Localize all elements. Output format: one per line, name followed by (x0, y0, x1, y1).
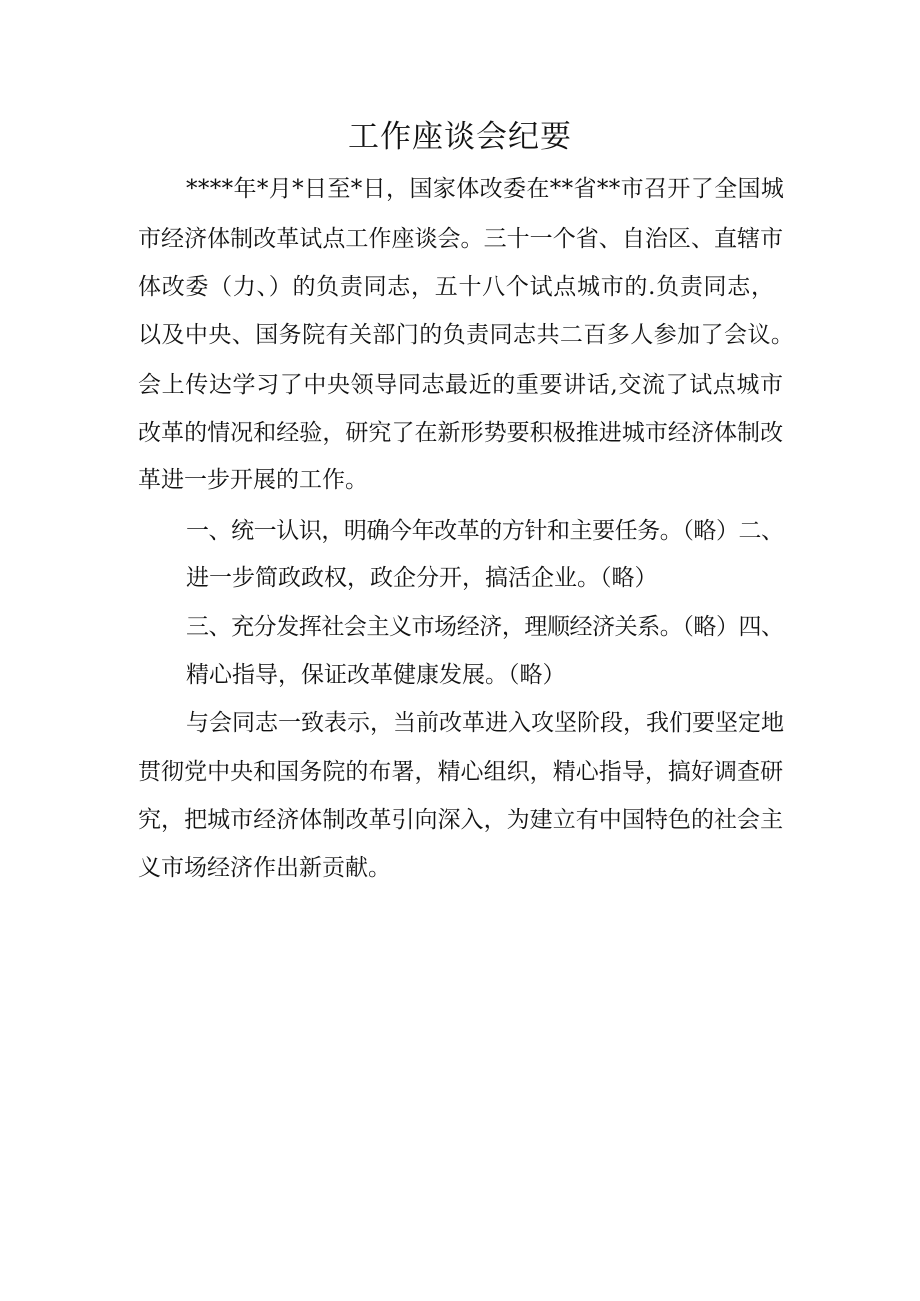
section-2-line-1: 进一步简政政权，政企分开，搞活企业。（略） (186, 565, 658, 591)
paragraph-line-3: 体改委（力、）的负责同志，五十八个试点城市的.负责同志， (138, 274, 775, 300)
paragraph-line-7: 革进一步开展的工作。 (138, 467, 368, 493)
section-3-line-1: 三、充分发挥社会主义市场经济，理顺经济关系。（略）四、 (186, 614, 784, 640)
conclusion-line-3: 究，把城市经济体制改革引向深入，为建立有中国特色的社会主 (138, 807, 784, 833)
conclusion-line-1: 与会同志一致表示，当前改革进入攻坚阶段，我们要坚定地 (186, 710, 784, 736)
conclusion-line-2: 贯彻党中央和国务院的布署，精心组织，精心指导，搞好调查研 (138, 759, 784, 785)
section-4-line-1: 精心指导，保证改革健康发展。（略） (186, 662, 566, 688)
document-title: 工作座谈会纪要 (348, 119, 572, 155)
paragraph-line-5: 会上传达学习了中央领导同志最近的重要讲话,交流了试点城市 (138, 372, 784, 398)
paragraph-line-2: 市经济体制改革试点工作座谈会。三十一个省、自治区、直辖市 (138, 226, 784, 252)
conclusion-line-4: 义市场经济作出新贡献。 (138, 855, 391, 881)
paragraph-line-6: 改革的情况和经验，研究了在新形势要积极推进城市经济体制改 (138, 420, 784, 446)
section-1-line-1: 一、统一认识，明确今年改革的方针和主要任务。（略）二、 (186, 518, 784, 544)
paragraph-line-1: ****年*月*日至*日，国家体改委在**省**市召开了全国城 (186, 176, 785, 202)
paragraph-line-4: 以及中央、国务院有关部门的负责同志共二百多人参加了会议。 (138, 322, 795, 348)
